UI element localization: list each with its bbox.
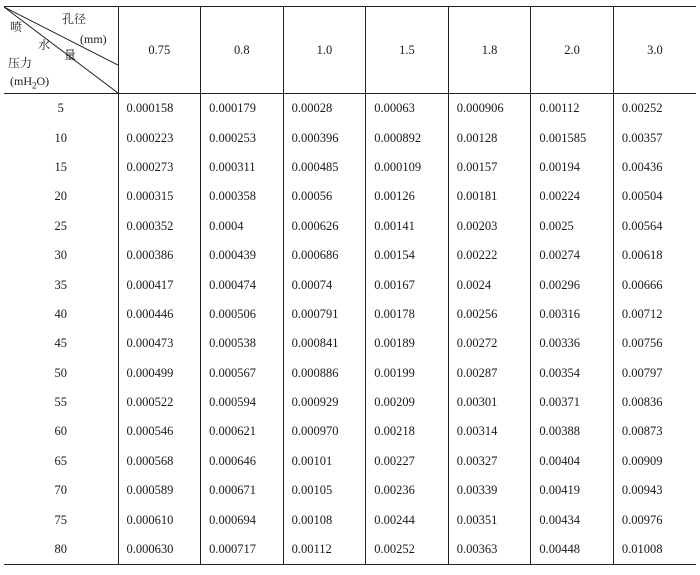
flow-value-cell: 0.000499 bbox=[118, 359, 201, 388]
flow-value-cell: 0.00244 bbox=[366, 505, 449, 534]
pressure-cell: 60 bbox=[54, 424, 67, 439]
aperture-label: 孔径 bbox=[62, 12, 87, 26]
flow-value-cell: 0.00189 bbox=[366, 329, 449, 358]
flow-value-cell: 0.00504 bbox=[613, 182, 696, 211]
aperture-header-6: 3.0 bbox=[613, 7, 696, 94]
pressure-cell: 35 bbox=[54, 277, 67, 292]
flow-value-cell: 0.00327 bbox=[448, 447, 531, 476]
flow-value-cell: 0.00252 bbox=[366, 535, 449, 565]
table-body bbox=[4, 94, 696, 565]
flow-value-cell: 0.000906 bbox=[448, 94, 531, 124]
flow-value-cell: 0.00218 bbox=[366, 417, 449, 446]
flow-value-cell: 0.00296 bbox=[531, 270, 614, 299]
flow-value-cell: 0.000841 bbox=[283, 329, 366, 358]
flow-value-cell: 0.00222 bbox=[448, 241, 531, 270]
flow-value-cell: 0.00108 bbox=[283, 505, 366, 534]
pressure-cell: 30 bbox=[54, 248, 67, 263]
flow-value-cell: 0.00141 bbox=[366, 212, 449, 241]
flow-value-cell: 0.000386 bbox=[118, 241, 201, 270]
flow-value-cell: 0.00028 bbox=[283, 94, 366, 124]
table-row bbox=[4, 300, 696, 329]
flow-value-cell: 0.001585 bbox=[531, 123, 614, 152]
aperture-unit: (mm) bbox=[80, 32, 107, 46]
flow-value-cell: 0.00252 bbox=[613, 94, 696, 124]
flow-value-cell: 0.000315 bbox=[118, 182, 201, 211]
flow-value-cell: 0.0004 bbox=[201, 212, 284, 241]
flow-value-cell: 0.00272 bbox=[448, 329, 531, 358]
flow-value-cell: 0.00339 bbox=[448, 476, 531, 505]
aperture-header-0: 0.75 bbox=[118, 7, 201, 94]
flow-value-cell: 0.000417 bbox=[118, 270, 201, 299]
flow-value-cell: 0.00873 bbox=[613, 417, 696, 446]
flow-value-cell: 0.000522 bbox=[118, 388, 201, 417]
flow-value-cell: 0.000538 bbox=[201, 329, 284, 358]
flow-value-cell: 0.000474 bbox=[201, 270, 284, 299]
flow-value-cell: 0.000610 bbox=[118, 505, 201, 534]
table-row bbox=[4, 212, 696, 241]
flow-value-cell: 0.000568 bbox=[118, 447, 201, 476]
flow-value-cell: 0.00178 bbox=[366, 300, 449, 329]
flow-value-cell: 0.00063 bbox=[366, 94, 449, 124]
flow-value-cell: 0.000158 bbox=[118, 94, 201, 124]
flow-value-cell: 0.00404 bbox=[531, 447, 614, 476]
flow-value-cell: 0.00436 bbox=[613, 153, 696, 182]
flow-value-cell: 0.000506 bbox=[201, 300, 284, 329]
flow-value-cell: 0.000694 bbox=[201, 505, 284, 534]
header-row bbox=[4, 7, 696, 94]
table-row bbox=[4, 94, 696, 124]
pressure-cell: 65 bbox=[54, 453, 67, 468]
pressure-cell: 55 bbox=[54, 395, 67, 410]
flow-value-cell: 0.00105 bbox=[283, 476, 366, 505]
pressure-unit-subscript: 2 bbox=[32, 80, 37, 91]
pressure-cell: 75 bbox=[54, 512, 67, 527]
pressure-cell: 15 bbox=[54, 159, 67, 174]
table-row bbox=[4, 388, 696, 417]
flow-value-cell: 0.000396 bbox=[283, 123, 366, 152]
aperture-header-4: 1.8 bbox=[448, 7, 531, 94]
flow-value-cell: 0.00388 bbox=[531, 417, 614, 446]
flow-value-cell: 0.00203 bbox=[448, 212, 531, 241]
table-row bbox=[4, 270, 696, 299]
table-row bbox=[4, 123, 696, 152]
pressure-cell: 70 bbox=[54, 483, 67, 498]
flow-value-cell: 0.00564 bbox=[613, 212, 696, 241]
aperture-header-3: 1.5 bbox=[366, 7, 449, 94]
flow-value-cell: 0.000109 bbox=[366, 153, 449, 182]
flow-value-cell: 0.000358 bbox=[201, 182, 284, 211]
flow-value-cell: 0.000446 bbox=[118, 300, 201, 329]
flow-value-cell: 0.00336 bbox=[531, 329, 614, 358]
flow-value-cell: 0.000352 bbox=[118, 212, 201, 241]
flow-value-cell: 0.000686 bbox=[283, 241, 366, 270]
flow-value-cell: 0.000273 bbox=[118, 153, 201, 182]
table-row bbox=[4, 329, 696, 358]
flow-value-cell: 0.00236 bbox=[366, 476, 449, 505]
pressure-cell: 45 bbox=[54, 336, 67, 351]
flow-value-cell: 0.000791 bbox=[283, 300, 366, 329]
flow-value-cell: 0.00363 bbox=[448, 535, 531, 565]
pressure-cell: 20 bbox=[54, 189, 67, 204]
nozzle-flow-table bbox=[4, 6, 696, 565]
table-row bbox=[4, 535, 696, 565]
flow-value-cell: 0.000626 bbox=[283, 212, 366, 241]
flow-value-cell: 0.00112 bbox=[531, 94, 614, 124]
flow-value-cell: 0.00301 bbox=[448, 388, 531, 417]
flow-label-char-2: 水 bbox=[38, 38, 51, 52]
flow-value-cell: 0.000589 bbox=[118, 476, 201, 505]
pressure-cell: 40 bbox=[54, 306, 67, 321]
flow-value-cell: 0.000970 bbox=[283, 417, 366, 446]
flow-value-cell: 0.000621 bbox=[201, 417, 284, 446]
pressure-cell: 25 bbox=[54, 218, 67, 233]
flow-value-cell: 0.000223 bbox=[118, 123, 201, 152]
table-row bbox=[4, 417, 696, 446]
flow-value-cell: 0.00227 bbox=[366, 447, 449, 476]
flow-label-char-3: 量 bbox=[64, 48, 77, 62]
flow-value-cell: 0.000311 bbox=[201, 153, 284, 182]
flow-value-cell: 0.000179 bbox=[201, 94, 284, 124]
flow-value-cell: 0.00836 bbox=[613, 388, 696, 417]
flow-value-cell: 0.000886 bbox=[283, 359, 366, 388]
flow-value-cell: 0.00167 bbox=[366, 270, 449, 299]
pressure-cell: 5 bbox=[57, 101, 64, 116]
flow-value-cell: 0.00351 bbox=[448, 505, 531, 534]
flow-value-cell: 0.000567 bbox=[201, 359, 284, 388]
flow-value-cell: 0.000671 bbox=[201, 476, 284, 505]
flow-value-cell: 0.00419 bbox=[531, 476, 614, 505]
pressure-cell: 80 bbox=[4, 535, 118, 565]
flow-value-cell: 0.00209 bbox=[366, 388, 449, 417]
flow-value-cell: 0.00666 bbox=[613, 270, 696, 299]
flow-value-cell: 0.00797 bbox=[613, 359, 696, 388]
flow-value-cell: 0.00354 bbox=[531, 359, 614, 388]
flow-value-cell: 0.000630 bbox=[118, 535, 201, 565]
flow-value-cell: 0.000439 bbox=[201, 241, 284, 270]
flow-value-cell: 0.00056 bbox=[283, 182, 366, 211]
pressure-cell: 50 bbox=[54, 365, 67, 380]
flow-value-cell: 0.0025 bbox=[531, 212, 614, 241]
flow-value-cell: 0.000929 bbox=[283, 388, 366, 417]
flow-value-cell: 0.000546 bbox=[118, 417, 201, 446]
pressure-label: 压力 bbox=[8, 56, 33, 70]
aperture-header-1: 0.8 bbox=[201, 7, 284, 94]
flow-value-cell: 0.00101 bbox=[283, 447, 366, 476]
flow-value-cell: 0.00909 bbox=[613, 447, 696, 476]
flow-value-cell: 0.00316 bbox=[531, 300, 614, 329]
flow-value-cell: 0.000717 bbox=[201, 535, 284, 565]
flow-value-cell: 0.00943 bbox=[613, 476, 696, 505]
flow-label-char-1: 喷 bbox=[10, 20, 23, 34]
flow-value-cell: 0.0024 bbox=[448, 270, 531, 299]
aperture-header-2: 1.0 bbox=[283, 7, 366, 94]
flow-value-cell: 0.000892 bbox=[366, 123, 449, 152]
flow-value-cell: 0.00128 bbox=[448, 123, 531, 152]
flow-value-cell: 0.000473 bbox=[118, 329, 201, 358]
flow-value-cell: 0.00287 bbox=[448, 359, 531, 388]
flow-value-cell: 0.00074 bbox=[283, 270, 366, 299]
flow-value-cell: 0.00448 bbox=[531, 535, 614, 565]
flow-value-cell: 0.00194 bbox=[531, 153, 614, 182]
flow-value-cell: 0.000485 bbox=[283, 153, 366, 182]
flow-value-cell: 0.00157 bbox=[448, 153, 531, 182]
flow-value-cell: 0.00618 bbox=[613, 241, 696, 270]
flow-value-cell: 0.00126 bbox=[366, 182, 449, 211]
table-row bbox=[4, 153, 696, 182]
flow-value-cell: 0.00314 bbox=[448, 417, 531, 446]
flow-value-cell: 0.00712 bbox=[613, 300, 696, 329]
flow-value-cell: 0.00199 bbox=[366, 359, 449, 388]
table-row bbox=[4, 182, 696, 211]
table-row bbox=[4, 359, 696, 388]
pressure-unit-suffix: O) bbox=[36, 74, 50, 88]
aperture-header-5: 2.0 bbox=[531, 7, 614, 94]
flow-value-cell: 0.00154 bbox=[366, 241, 449, 270]
flow-value-cell: 0.00112 bbox=[283, 535, 366, 565]
flow-value-cell: 0.01008 bbox=[613, 535, 696, 565]
flow-value-cell: 0.000253 bbox=[201, 123, 284, 152]
pressure-unit-prefix: (mH bbox=[10, 74, 32, 88]
table-row bbox=[4, 241, 696, 270]
flow-value-cell: 0.00181 bbox=[448, 182, 531, 211]
flow-value-cell: 0.00274 bbox=[531, 241, 614, 270]
flow-value-cell: 0.00434 bbox=[531, 505, 614, 534]
flow-value-cell: 0.00357 bbox=[613, 123, 696, 152]
flow-value-cell: 0.00976 bbox=[613, 505, 696, 534]
flow-value-cell: 0.00756 bbox=[613, 329, 696, 358]
table-row bbox=[4, 505, 696, 534]
flow-value-cell: 0.00371 bbox=[531, 388, 614, 417]
flow-value-cell: 0.00224 bbox=[531, 182, 614, 211]
pressure-cell: 10 bbox=[54, 130, 67, 145]
flow-value-cell: 0.000594 bbox=[201, 388, 284, 417]
flow-value-cell: 0.000646 bbox=[201, 447, 284, 476]
pressure-unit bbox=[10, 75, 49, 90]
table-row bbox=[4, 476, 696, 505]
diagonal-corner bbox=[4, 7, 118, 93]
flow-value-cell: 0.00256 bbox=[448, 300, 531, 329]
table-row bbox=[4, 447, 696, 476]
corner-header-cell bbox=[4, 7, 118, 94]
